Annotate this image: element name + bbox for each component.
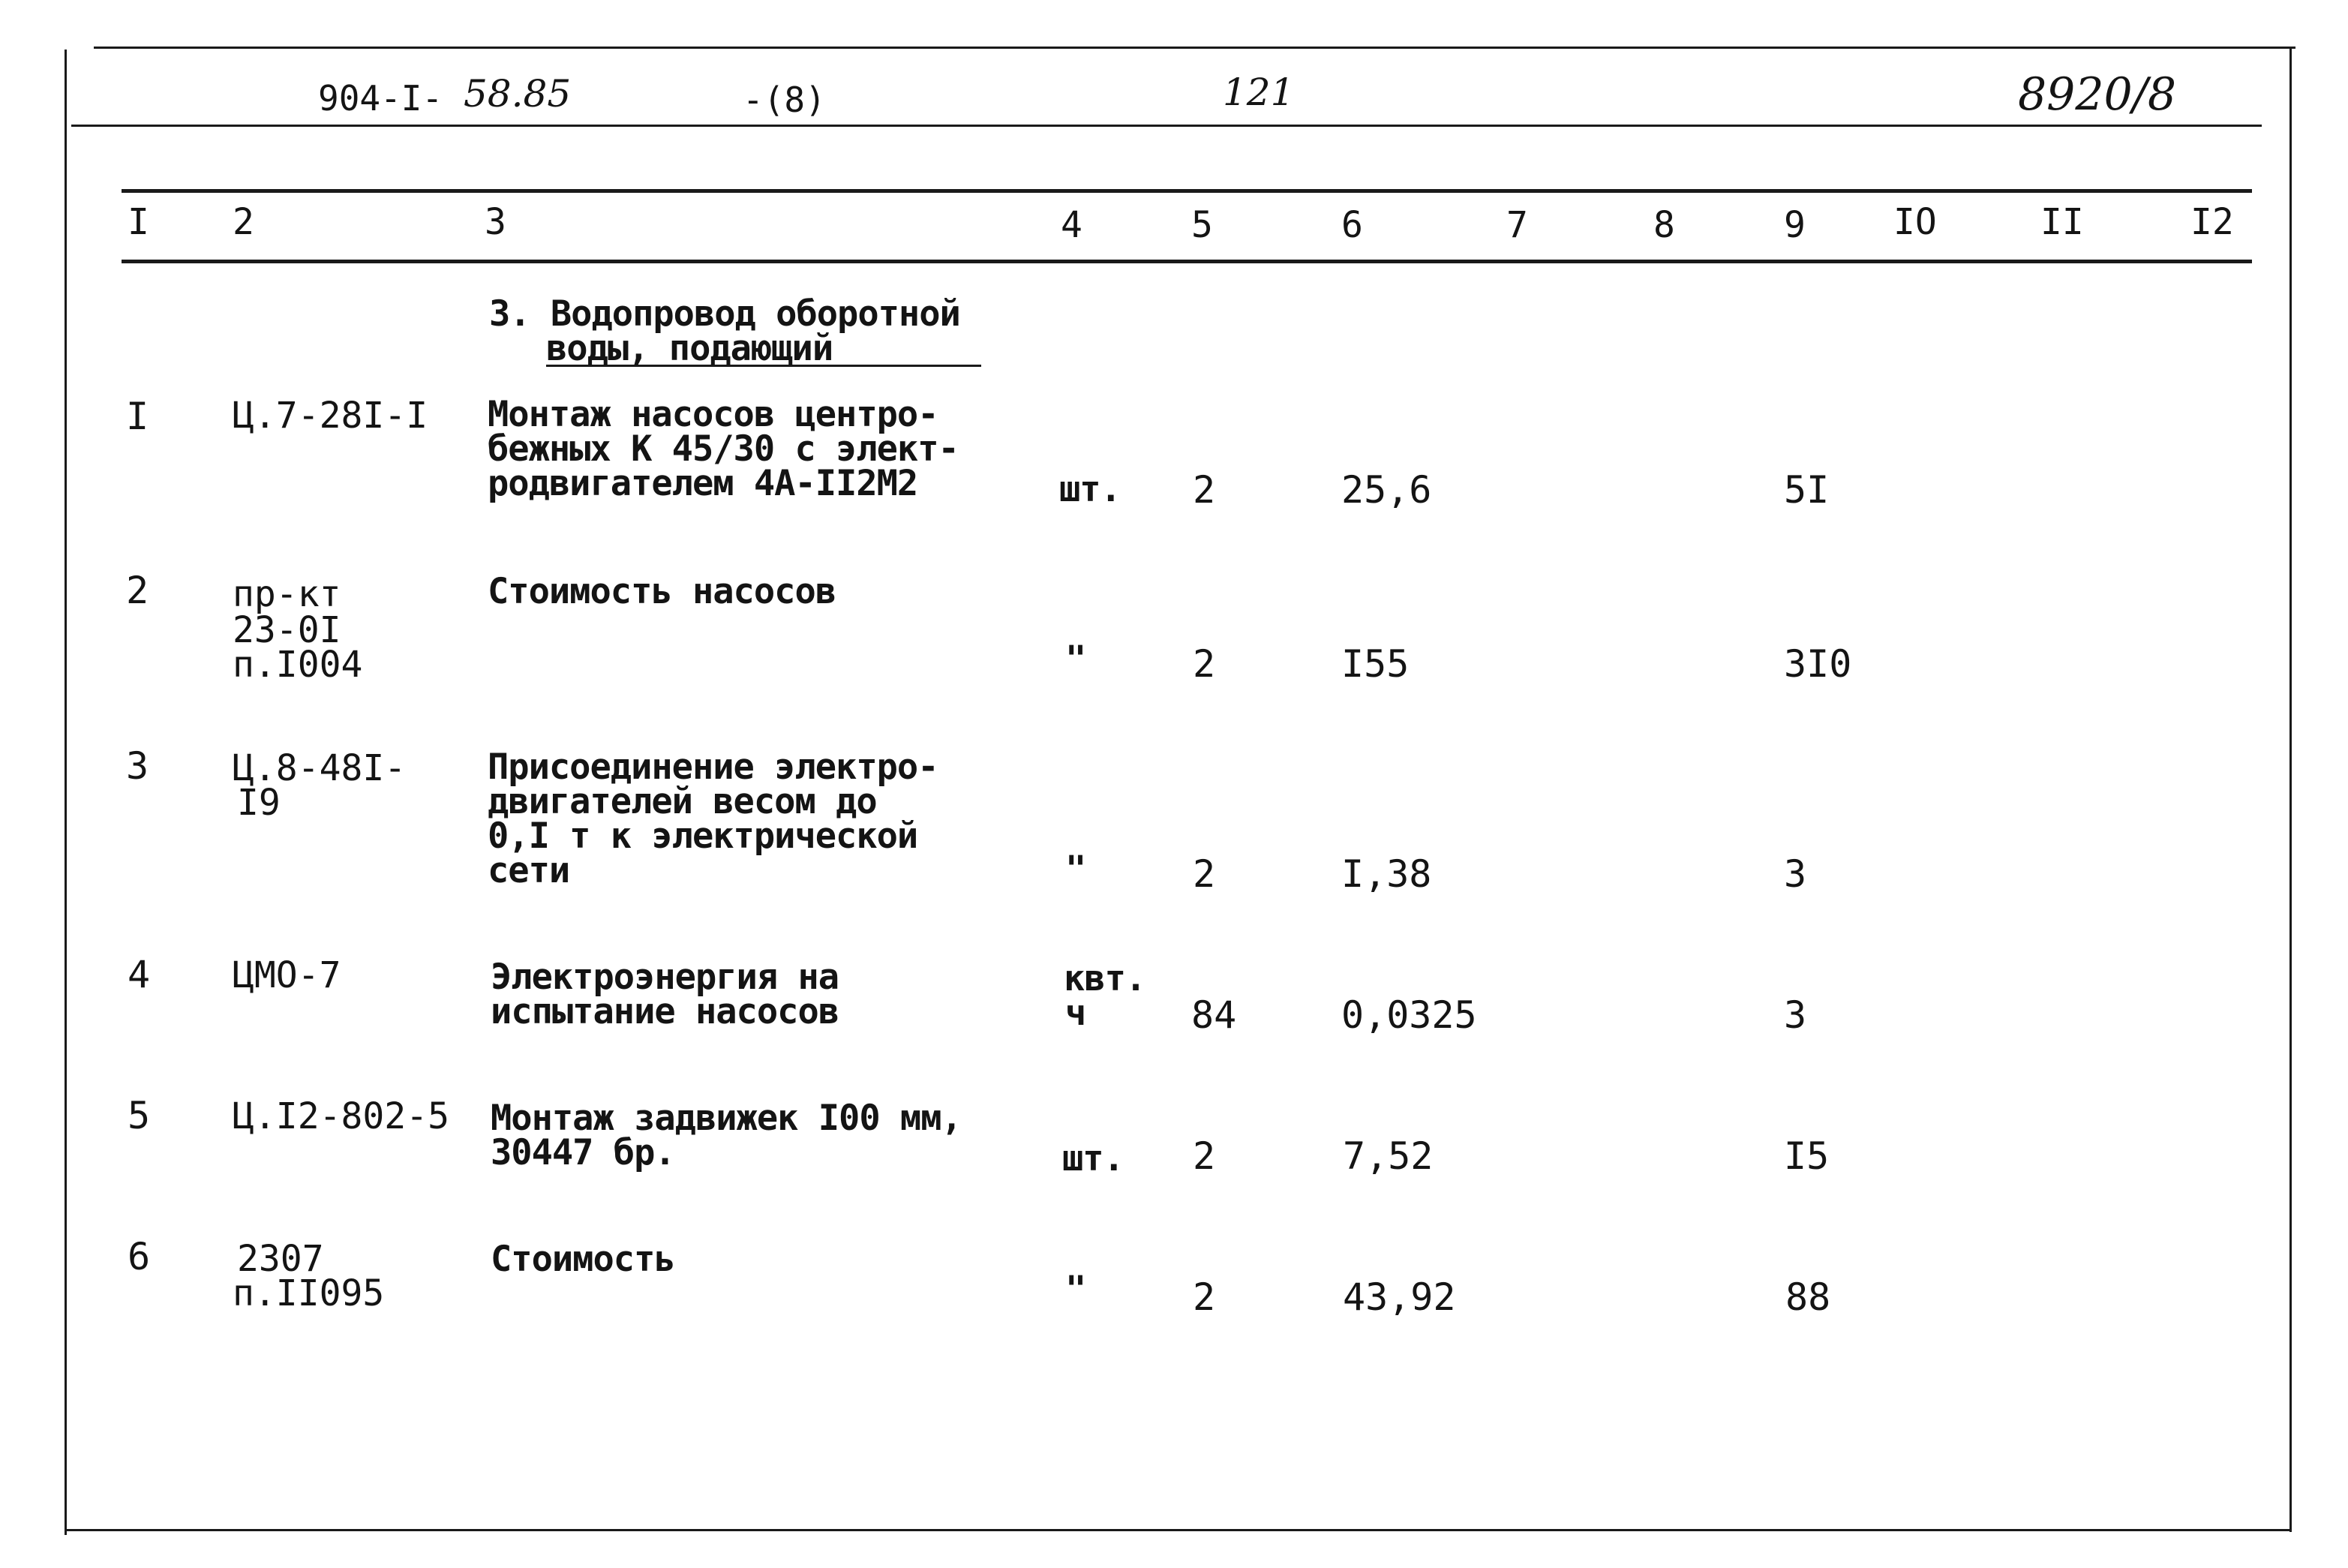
row-code-line: I9 bbox=[237, 782, 281, 824]
section-title-line: воды, подающий bbox=[546, 328, 833, 369]
column-header: IO bbox=[1893, 201, 1937, 243]
row-description-line: сети bbox=[488, 850, 570, 891]
row-unit-price: 0,0325 bbox=[1341, 993, 1477, 1037]
row-description-line: двигателей весом до bbox=[488, 781, 877, 822]
row-quantity: 2 bbox=[1193, 468, 1216, 512]
page-number: 121 bbox=[1223, 71, 1295, 114]
column-header: II bbox=[2040, 201, 2084, 243]
row-code-line: 2307 bbox=[237, 1238, 324, 1280]
row-description-line: бежных К 45/30 с элект- bbox=[488, 428, 959, 470]
row-unit-price: 7,52 bbox=[1343, 1134, 1434, 1178]
row-number: I bbox=[126, 395, 149, 438]
row-unit-price: I,38 bbox=[1341, 852, 1432, 896]
row-number: 4 bbox=[128, 953, 151, 996]
row-description-line: Монтаж задвижек I00 мм, bbox=[491, 1098, 962, 1139]
row-unit: " bbox=[1065, 1269, 1086, 1310]
document-code-prefix: 904-I- bbox=[318, 78, 443, 119]
row-code-line: 23-0I bbox=[233, 609, 341, 651]
row-description-line: Монтаж насосов центро- bbox=[488, 394, 938, 435]
frame-top-line bbox=[94, 47, 2295, 49]
row-description-line: Электроэнергия на bbox=[491, 957, 839, 998]
column-header: 8 bbox=[1653, 204, 1675, 246]
column-header: 7 bbox=[1506, 204, 1528, 246]
column-header-rule bbox=[122, 260, 2252, 263]
document-code-suffix: 58.85 bbox=[464, 72, 572, 116]
row-unit: шт. bbox=[1059, 469, 1121, 510]
header-underline bbox=[71, 125, 2262, 127]
column-header: 3 bbox=[485, 201, 506, 243]
row-quantity: 2 bbox=[1193, 1134, 1216, 1178]
column-header: 6 bbox=[1341, 204, 1363, 246]
row-code-line: п.I004 bbox=[233, 644, 363, 686]
column-header: I2 bbox=[2190, 201, 2234, 243]
archive-number: 8920/8 bbox=[2018, 68, 2177, 121]
row-total: 3 bbox=[1784, 993, 1807, 1037]
row-total: 3I0 bbox=[1784, 642, 1852, 686]
row-number: 3 bbox=[126, 744, 149, 788]
table-top-rule bbox=[122, 189, 2252, 193]
row-description-line: Стоимость насосов bbox=[488, 571, 836, 612]
row-description-line: испытание насосов bbox=[491, 991, 839, 1032]
row-total: 3 bbox=[1784, 852, 1807, 896]
row-quantity: 2 bbox=[1193, 1275, 1216, 1319]
row-unit-price: I55 bbox=[1341, 642, 1410, 686]
frame-right-line bbox=[2289, 47, 2292, 1532]
row-unit-line2: ч bbox=[1065, 993, 1086, 1034]
row-unit-price: 25,6 bbox=[1341, 468, 1432, 512]
column-header: 4 bbox=[1061, 204, 1082, 246]
row-description-line: Стоимость bbox=[491, 1239, 675, 1280]
row-total: 88 bbox=[1785, 1275, 1831, 1319]
column-header: I bbox=[128, 201, 149, 243]
row-description-line: родвигателем 4А-II2М2 bbox=[488, 463, 918, 504]
row-number: 6 bbox=[128, 1235, 151, 1278]
column-header: 9 bbox=[1784, 204, 1806, 246]
row-quantity: 2 bbox=[1193, 642, 1216, 686]
row-description-line: 30447 бр. bbox=[491, 1132, 675, 1173]
row-code-line: ЦМО-7 bbox=[233, 954, 341, 996]
row-total: 5I bbox=[1784, 468, 1830, 512]
sheet-reference: -(8) bbox=[743, 80, 826, 120]
row-code-line: Ц.7-28I-I bbox=[233, 395, 428, 437]
row-total: I5 bbox=[1784, 1134, 1830, 1178]
row-number: 5 bbox=[128, 1094, 151, 1137]
row-code-line: п.II095 bbox=[233, 1272, 385, 1314]
section-title-line: 3. Водопровод оборотной bbox=[489, 293, 960, 335]
row-description-line: Присоединение электро- bbox=[488, 746, 938, 788]
row-unit: " bbox=[1065, 638, 1086, 680]
row-number: 2 bbox=[126, 569, 149, 612]
row-unit-price: 43,92 bbox=[1343, 1275, 1456, 1319]
column-header: 5 bbox=[1191, 204, 1213, 246]
row-unit: квт. bbox=[1064, 958, 1146, 999]
row-code-line: Ц.I2-802-5 bbox=[233, 1095, 449, 1137]
row-unit: " bbox=[1065, 849, 1086, 890]
column-header: 2 bbox=[233, 201, 254, 243]
row-code-line: Ц.8-48I- bbox=[233, 747, 407, 789]
frame-left-line bbox=[65, 50, 67, 1535]
row-code-line: пр-кт bbox=[233, 573, 341, 615]
row-description-line: 0,I т к электрической bbox=[488, 816, 918, 857]
row-quantity: 2 bbox=[1193, 852, 1216, 896]
row-quantity: 84 bbox=[1191, 993, 1237, 1037]
row-unit: шт. bbox=[1062, 1138, 1124, 1179]
frame-bottom-line bbox=[66, 1529, 2291, 1531]
